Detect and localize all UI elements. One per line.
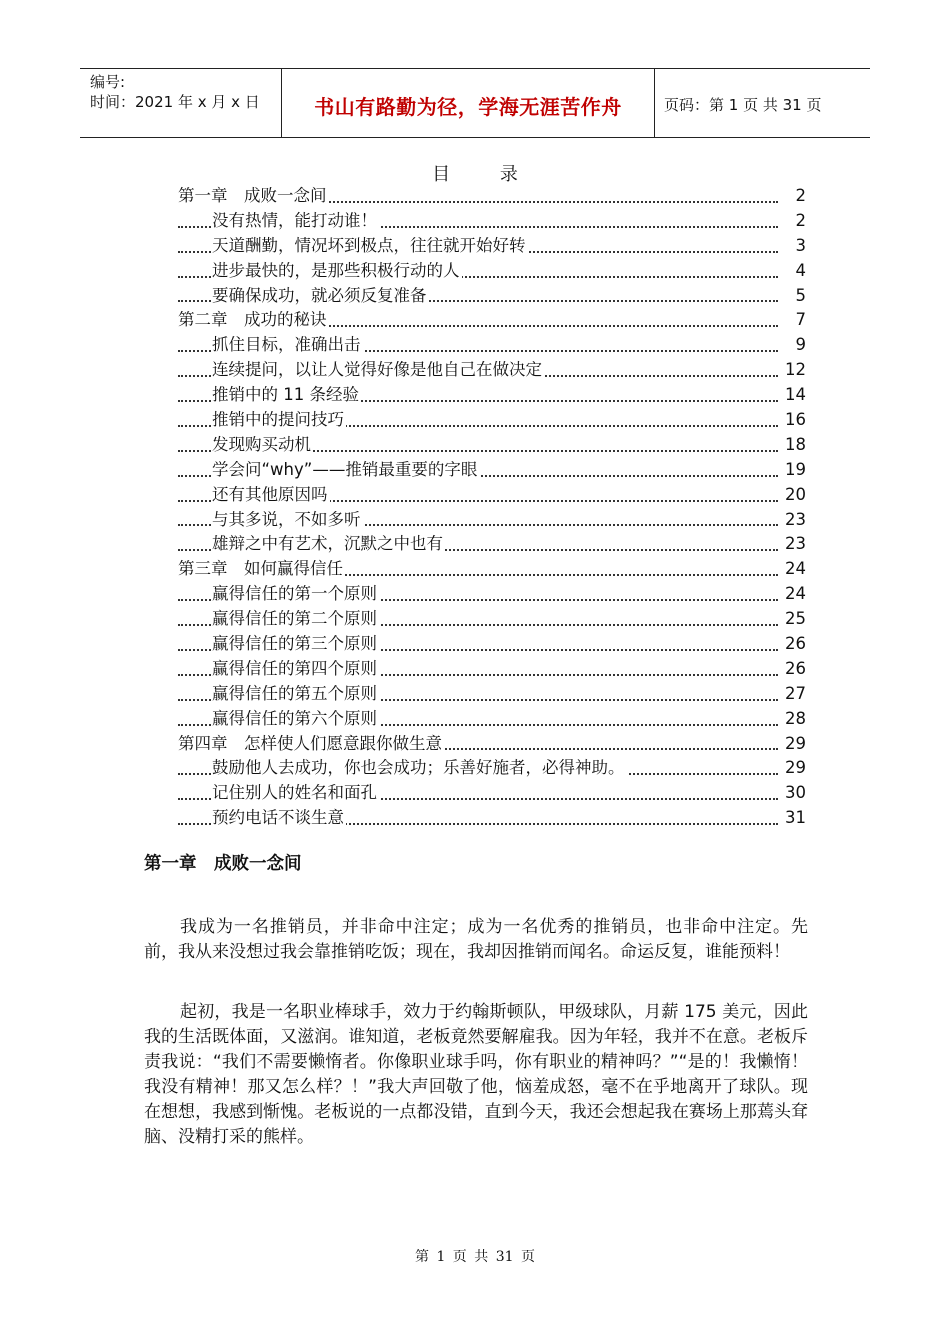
toc-section-entry[interactable] xyxy=(178,259,806,284)
toc-entry-label: 没有热情，能打动谁！ xyxy=(212,210,377,230)
toc-section-entry[interactable] xyxy=(178,682,806,707)
toc-entry-label: 学会问“why”——推销最重要的字眼 xyxy=(212,459,478,479)
toc-entry-label: 鼓励他人去成功，你也会成功；乐善好施者，必得神助。 xyxy=(212,758,625,778)
table-of-contents xyxy=(178,184,806,831)
toc-section-entry[interactable] xyxy=(178,707,806,732)
toc-entry-page: 5 xyxy=(780,284,806,309)
body-paragraph: 起初，我是一名职业棒球手，效力于约翰斯顿队，甲级球队，月薪 175 美元，因此我的生活既体面，又滋润。谁知道，老板竟然要解雇我。因为年轻，我并不在意。老板斥责我说：“我们不需要懒惰者。你像职业球手吗，你有职业的精神吗？”“是的！我懒惰！我没有精神！那又怎么样？！”我大声回敬了他，恼羞成怒，毫不在乎地离开了球队。现在想想，我感到惭愧。老板说的一点都没错，直到今天，我还会想起我在赛场上那蔫头耷脑、没精打采的熊样。 xyxy=(144,1002,808,1147)
toc-entry-page: 9 xyxy=(780,333,806,358)
toc-section-entry[interactable] xyxy=(178,333,806,358)
toc-entry-label: 赢得信任的第五个原则 xyxy=(212,683,377,703)
toc-section-entry[interactable] xyxy=(178,657,806,682)
toc-section-entry[interactable] xyxy=(178,756,806,781)
document-number-label: 编号: xyxy=(90,73,126,91)
body-paragraph: 我成为一名推销员，并非命中注定；成为一名优秀的推销员，也非命中注定。先前，我从来没想过我会靠推销吃饭；现在，我却因推销而闻名。命运反复，谁能预料！ xyxy=(144,917,808,962)
toc-section-entry[interactable] xyxy=(178,806,806,831)
toc-section-entry[interactable] xyxy=(178,532,806,557)
toc-section-entry[interactable] xyxy=(178,433,806,458)
toc-entry-page: 2 xyxy=(780,184,806,209)
chapter-heading: 第一章 成败一念间 xyxy=(144,854,302,874)
toc-section-entry[interactable] xyxy=(178,383,806,408)
toc-entry-page: 26 xyxy=(780,657,806,682)
toc-section-entry[interactable] xyxy=(178,458,806,483)
toc-section-entry[interactable] xyxy=(178,234,806,259)
toc-chapter-entry[interactable] xyxy=(178,732,806,757)
toc-entry-page: 18 xyxy=(780,433,806,458)
toc-entry-page: 30 xyxy=(780,781,806,806)
toc-entry-label: 进步最快的，是那些积极行动的人 xyxy=(212,260,460,280)
toc-entry-label: 赢得信任的第二个原则 xyxy=(212,609,377,629)
toc-entry-label: 还有其他原因吗 xyxy=(212,484,328,504)
toc-chapter-entry[interactable] xyxy=(178,184,806,209)
toc-entry-page: 7 xyxy=(780,308,806,333)
toc-section-entry[interactable] xyxy=(178,508,806,533)
toc-entry-label: 与其多说，不如多听 xyxy=(212,509,361,529)
toc-entry-page: 14 xyxy=(780,383,806,408)
toc-section-entry[interactable] xyxy=(178,483,806,508)
toc-entry-page: 28 xyxy=(780,707,806,732)
toc-section-entry[interactable] xyxy=(178,781,806,806)
toc-section-entry[interactable] xyxy=(178,209,806,234)
toc-entry-label: 要确保成功，就必须反复准备 xyxy=(212,285,427,305)
toc-entry-page: 3 xyxy=(780,234,806,259)
toc-entry-label: 第一章 成败一念间 xyxy=(178,186,327,205)
toc-entry-label: 推销中的提问技巧 xyxy=(212,410,344,430)
page-header xyxy=(80,68,870,138)
toc-entry-label: 抓住目标，准确出击 xyxy=(212,335,361,355)
toc-title: 目 录 xyxy=(432,164,540,185)
toc-section-entry[interactable] xyxy=(178,408,806,433)
toc-entry-label: 赢得信任的第一个原则 xyxy=(212,584,377,604)
toc-chapter-entry[interactable] xyxy=(178,308,806,333)
toc-section-entry[interactable] xyxy=(178,358,806,383)
header-left-cell xyxy=(90,72,260,112)
toc-entry-page: 24 xyxy=(780,582,806,607)
page-footer: 第 1 页 共 31 页 xyxy=(415,1249,535,1265)
toc-entry-page: 24 xyxy=(780,557,806,582)
toc-entry-page: 4 xyxy=(780,259,806,284)
toc-section-entry[interactable] xyxy=(178,632,806,657)
header-divider xyxy=(654,69,655,137)
toc-entry-page: 29 xyxy=(780,732,806,757)
toc-entry-page: 23 xyxy=(780,508,806,533)
toc-entry-label: 赢得信任的第三个原则 xyxy=(212,634,377,654)
toc-entry-page: 29 xyxy=(780,756,806,781)
toc-entry-label: 推销中的 11 条经验 xyxy=(212,385,359,405)
toc-entry-label: 记住别人的姓名和面孔 xyxy=(212,783,377,803)
toc-entry-page: 25 xyxy=(780,607,806,632)
toc-chapter-entry[interactable] xyxy=(178,557,806,582)
toc-entry-label: 第二章 成功的秘诀 xyxy=(178,310,327,330)
toc-entry-page: 19 xyxy=(780,458,806,483)
toc-entry-page: 12 xyxy=(780,358,806,383)
toc-entry-label: 连续提问，以让人觉得好像是他自己在做决定 xyxy=(212,360,542,380)
toc-entry-label: 第四章 怎样使人们愿意跟你做生意 xyxy=(178,733,442,753)
toc-entry-page: 2 xyxy=(780,209,806,234)
toc-entry-page: 20 xyxy=(780,483,806,508)
toc-entry-page: 31 xyxy=(780,806,806,831)
toc-section-entry[interactable] xyxy=(178,582,806,607)
toc-entry-label: 发现购买动机 xyxy=(212,434,311,454)
toc-entry-label: 赢得信任的第六个原则 xyxy=(212,708,377,728)
header-motto: 书山有路勤为径，学海无涯苦作舟 xyxy=(314,95,622,119)
toc-entry-label: 雄辩之中有艺术，沉默之中也有 xyxy=(212,534,443,554)
header-page-info: 页码：第 1 页 共 31 页 xyxy=(664,96,822,114)
toc-entry-label: 天道酬勤，情况坏到极点，往往就开始好转 xyxy=(212,235,526,255)
toc-entry-page: 26 xyxy=(780,632,806,657)
toc-entry-page: 16 xyxy=(780,408,806,433)
toc-section-entry[interactable] xyxy=(178,284,806,309)
toc-entry-label: 预约电话不谈生意 xyxy=(212,808,344,828)
toc-entry-label: 赢得信任的第四个原则 xyxy=(212,658,377,678)
toc-section-entry[interactable] xyxy=(178,607,806,632)
toc-entry-page: 23 xyxy=(780,532,806,557)
document-time-label: 时间：2021 年 x 月 x 日 xyxy=(90,93,260,111)
toc-entry-page: 27 xyxy=(780,682,806,707)
toc-entry-label: 第三章 如何赢得信任 xyxy=(178,559,343,579)
